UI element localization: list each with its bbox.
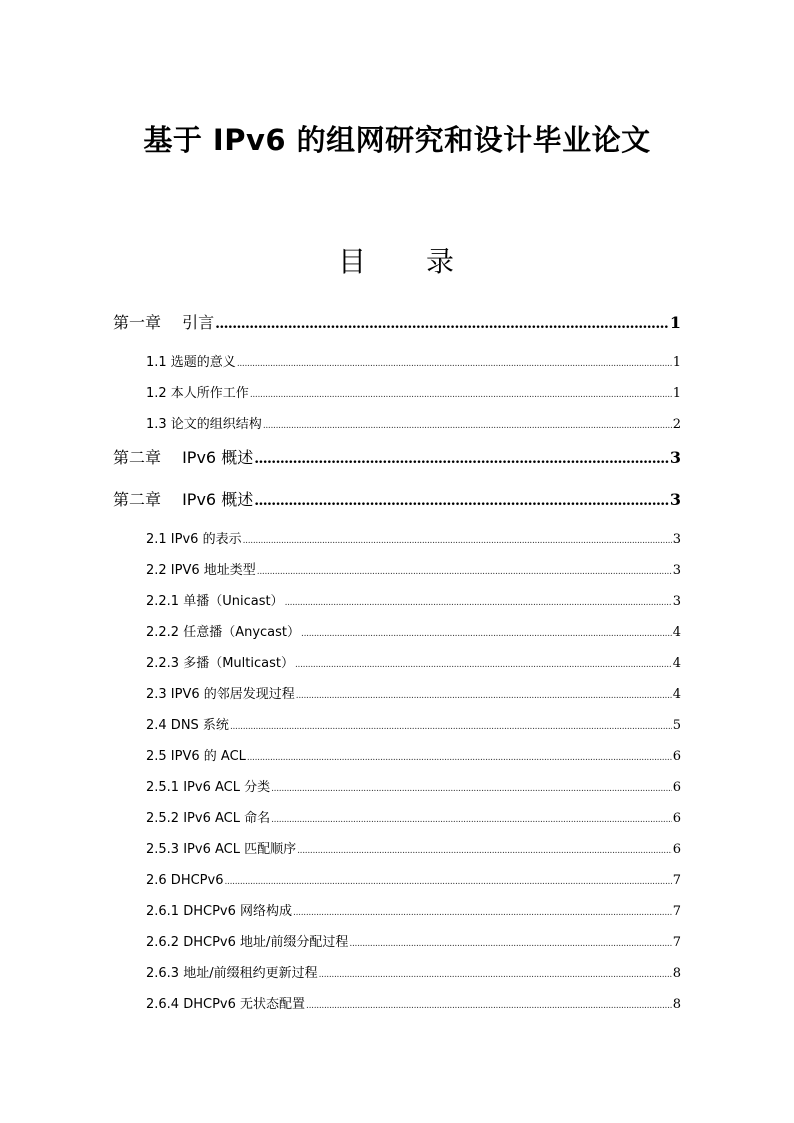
- toc-dot-leader: [349, 929, 671, 958]
- toc-entry-label: 2.2.1 单播（Unicast）: [146, 594, 284, 609]
- toc-page-number: 7: [672, 904, 681, 919]
- toc-dot-leader: [301, 619, 672, 648]
- toc-dot-leader: [296, 681, 672, 710]
- toc-section-entry[interactable]: [113, 586, 681, 617]
- toc-dot-leader: [254, 483, 669, 519]
- toc-section-entry[interactable]: [113, 648, 681, 679]
- toc-dot-leader: [243, 526, 672, 555]
- toc-entry-label: 2.4 DNS 系统: [146, 718, 229, 733]
- toc-heading-left: 目: [337, 245, 368, 278]
- toc-section-entry[interactable]: [113, 524, 681, 555]
- toc-page-number: 1: [672, 386, 681, 401]
- toc-entry-label: 1.1 选题的意义: [146, 355, 236, 370]
- toc-page-number: 2: [672, 417, 681, 432]
- toc-page-number: 7: [672, 873, 681, 888]
- toc-dot-leader: [230, 712, 672, 741]
- toc-chapter-entry[interactable]: [113, 482, 681, 524]
- toc-page-number: 3: [672, 563, 681, 578]
- toc-dot-leader: [271, 774, 672, 803]
- toc-entry-label: 第二章 IPv6 概述: [113, 490, 254, 509]
- toc-dot-leader: [319, 960, 672, 989]
- toc-section-entry[interactable]: [113, 772, 681, 803]
- toc-dot-leader: [285, 588, 672, 617]
- toc-entry-label: 2.6.1 DHCPv6 网络构成: [146, 904, 293, 919]
- toc-entry-label: 2.5.1 IPv6 ACL 分类: [146, 780, 271, 795]
- toc-page-number: 8: [672, 997, 681, 1012]
- toc-entry-label: 1.2 本人所作工作: [146, 386, 249, 401]
- toc-dot-leader: [295, 650, 672, 679]
- toc-entry-label: 2.6 DHCPv6: [146, 873, 224, 888]
- toc-page-number: 3: [669, 490, 681, 509]
- toc-entry-label: 第二章 IPv6 概述: [113, 448, 254, 467]
- toc-entry-label: 2.6.2 DHCPv6 地址/前缀分配过程: [146, 935, 349, 950]
- toc-section-entry[interactable]: [113, 803, 681, 834]
- toc-dot-leader: [306, 991, 672, 1020]
- toc-page-number: 8: [672, 966, 681, 981]
- toc-dot-leader: [247, 743, 672, 772]
- toc-dot-leader: [271, 805, 672, 834]
- toc-section-entry[interactable]: [113, 958, 681, 989]
- toc-dot-leader: [237, 349, 672, 378]
- toc-section-entry[interactable]: [113, 617, 681, 648]
- toc-dot-leader: [224, 867, 671, 896]
- toc-section-entry[interactable]: [113, 741, 681, 772]
- toc-dot-leader: [215, 306, 669, 342]
- toc-entry-label: 2.6.4 DHCPv6 无状态配置: [146, 997, 306, 1012]
- toc-dot-leader: [254, 441, 669, 477]
- toc-chapter-entry[interactable]: [113, 305, 681, 347]
- toc-heading-right: 录: [426, 245, 457, 278]
- toc-page-number: 4: [672, 687, 681, 702]
- toc-dot-leader: [297, 836, 672, 865]
- toc-page-number: 7: [672, 935, 681, 950]
- toc-entry-label: 2.2 IPV6 地址类型: [146, 563, 256, 578]
- toc-section-entry[interactable]: [113, 865, 681, 896]
- toc-entry-label: 2.3 IPV6 的邻居发现过程: [146, 687, 295, 702]
- toc-entry-label: 2.5.3 IPv6 ACL 匹配顺序: [146, 842, 297, 857]
- toc-section-entry[interactable]: [113, 378, 681, 409]
- toc-section-entry[interactable]: [113, 347, 681, 378]
- toc-entry-label: 第一章 引言: [113, 313, 215, 332]
- toc-entry-label: 2.1 IPv6 的表示: [146, 532, 242, 547]
- toc-page-number: 3: [669, 448, 681, 467]
- toc-section-entry[interactable]: [113, 989, 681, 1020]
- toc-entry-label: 2.6.3 地址/前缀租约更新过程: [146, 966, 318, 981]
- toc-section-entry[interactable]: [113, 679, 681, 710]
- toc-dot-leader: [257, 557, 672, 586]
- toc-entry-label: 2.2.3 多播（Multicast）: [146, 656, 294, 671]
- toc-page-number: 6: [672, 780, 681, 795]
- toc-page-number: 4: [672, 656, 681, 671]
- toc-heading: [0, 240, 794, 280]
- toc-dot-leader: [263, 411, 672, 440]
- toc-page-number: 1: [672, 355, 681, 370]
- toc-section-entry[interactable]: [113, 555, 681, 586]
- toc-entry-label: 2.5 IPV6 的 ACL: [146, 749, 246, 764]
- toc-page-number: 6: [672, 749, 681, 764]
- toc-page-number: 6: [672, 842, 681, 857]
- toc-section-entry[interactable]: [113, 927, 681, 958]
- toc-section-entry[interactable]: [113, 710, 681, 741]
- toc-section-entry[interactable]: [113, 409, 681, 440]
- toc-entry-label: 2.2.2 任意播（Anycast）: [146, 625, 301, 640]
- toc-section-entry[interactable]: [113, 896, 681, 927]
- toc-dot-leader: [293, 898, 672, 927]
- table-of-contents: [113, 305, 681, 1020]
- toc-entry-label: 1.3 论文的组织结构: [146, 417, 262, 432]
- toc-page-number: 3: [672, 594, 681, 609]
- toc-section-entry[interactable]: [113, 834, 681, 865]
- toc-page-number: 4: [672, 625, 681, 640]
- toc-chapter-entry[interactable]: [113, 440, 681, 482]
- toc-page-number: 6: [672, 811, 681, 826]
- toc-page-number: 5: [672, 718, 681, 733]
- toc-dot-leader: [250, 380, 672, 409]
- toc-page-number: 1: [669, 313, 681, 332]
- toc-page-number: 3: [672, 532, 681, 547]
- document-title: 基于 IPv6 的组网研究和设计毕业论文: [143, 123, 651, 157]
- toc-entry-label: 2.5.2 IPv6 ACL 命名: [146, 811, 271, 826]
